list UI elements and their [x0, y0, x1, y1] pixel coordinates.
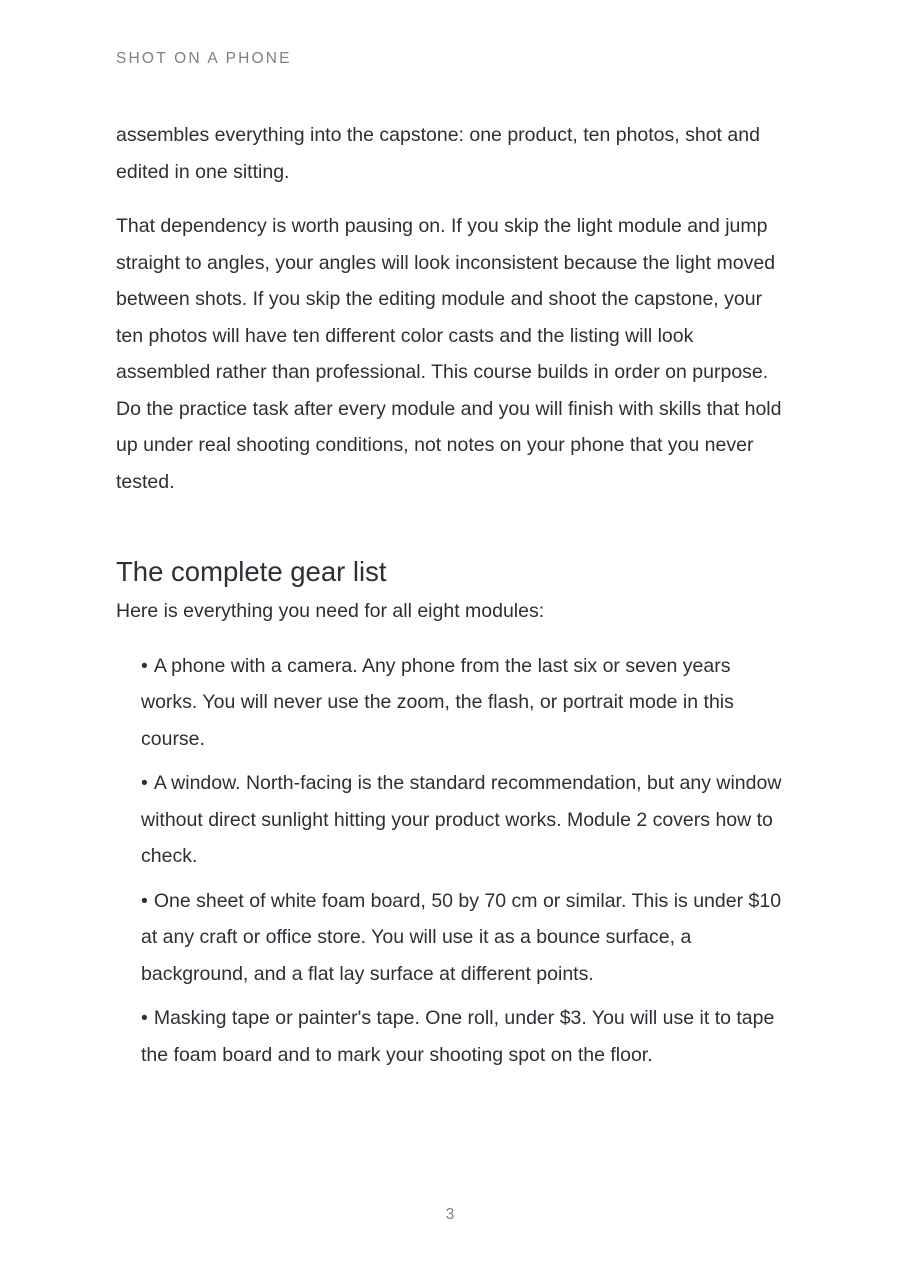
section-heading: The complete gear list: [116, 556, 387, 587]
gear-list-item: [141, 765, 788, 875]
gear-item-text: Masking tape or painter's tape. One roll, under $3. You will use it to tape the foam board and to mark your shooting spot on the floor.: [141, 1007, 775, 1066]
page-content: [116, 117, 788, 1081]
page-number: 3: [445, 1206, 455, 1223]
gear-item-text: A window. North-facing is the standard recommendation, but any window without direct sunlight hitting your product works. Module 2 covers how to check.: [141, 772, 782, 867]
bullet-icon: •: [141, 889, 148, 912]
bullet-icon: •: [141, 1007, 148, 1029]
gear-item-text: A phone with a camera. Any phone from the last six or seven years works. You will never use the zoom, the flash, or portrait mode in this course.: [141, 654, 734, 750]
gear-list-item: [141, 883, 788, 993]
gear-list-item: [141, 1000, 788, 1073]
body-paragraph: assembles everything into the capstone: one product, ten photos, shot and edited in one sitting.: [116, 124, 760, 183]
gear-list-item: [141, 648, 788, 758]
body-paragraph: That dependency is worth pausing on. If you skip the light module and jump straight to angles, your angles will look inconsistent because the light moved between shots. If you skip the editing module and shoot the capstone, your ten photos will have ten different color casts and the listing will look assembled rather than professional. This course builds in order on purpose. Do the practice task after every module and you will finish with skills that hold up under real shooting conditions, not notes on your phone that you never tested.: [116, 215, 782, 493]
bullet-icon: •: [141, 654, 148, 677]
bullet-icon: •: [141, 772, 148, 794]
gear-item-text: One sheet of white foam board, 50 by 70 cm or similar. This is under $10 at any craft or office store. You will use it as a bounce surface, a background, and a flat lay surface at different points.: [141, 889, 782, 985]
running-header: SHOT ON A PHONE: [116, 50, 292, 67]
section-intro: Here is everything you need for all eight modules:: [116, 600, 545, 622]
gear-list: [116, 648, 788, 1074]
